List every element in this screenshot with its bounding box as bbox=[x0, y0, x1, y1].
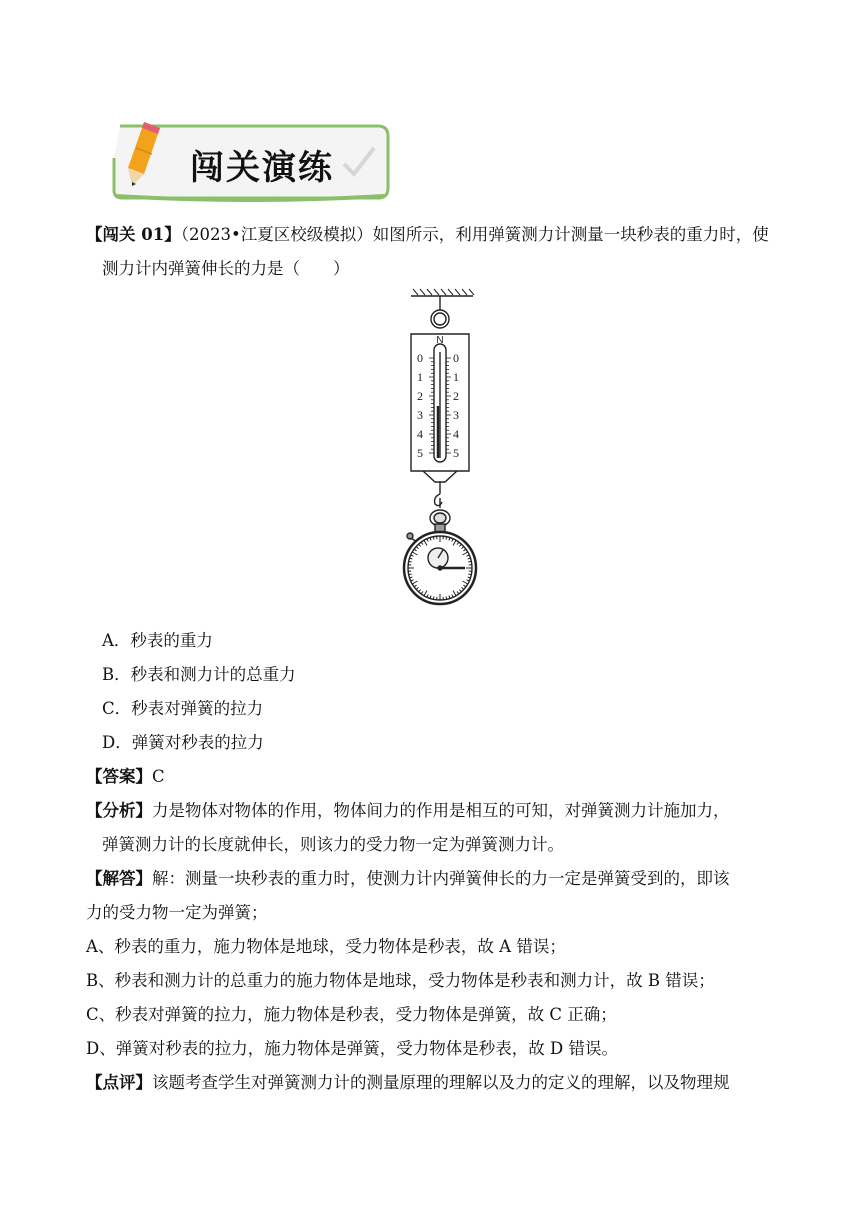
answer-line bbox=[86, 766, 165, 788]
scale-right-label: 0 bbox=[453, 351, 459, 365]
dial-tick bbox=[468, 561, 471, 562]
scale-left-label: 1 bbox=[417, 370, 423, 384]
solution-item-a: A、秒表的重力，施力物体是地球，受力物体是秒表，故 A 错误； bbox=[86, 937, 566, 956]
stopwatch-icon bbox=[404, 510, 476, 604]
question-source: （2023•江夏区校级模拟） bbox=[180, 225, 373, 244]
comment-line bbox=[86, 1072, 730, 1094]
scale-right-label: 4 bbox=[453, 427, 459, 441]
solution-item-b: B、秒表和测力计的总重力的施力物体是地球，受力物体是秒表和测力计，故 B 错误； bbox=[86, 971, 715, 990]
scale-right-label: 1 bbox=[453, 370, 459, 384]
option-a: A．秒表的重力 bbox=[102, 631, 213, 650]
question-line-1 bbox=[86, 224, 769, 246]
dial-tick bbox=[409, 574, 412, 575]
scale-right-label: 3 bbox=[453, 408, 459, 422]
option-b: B．秒表和测力计的总重力 bbox=[102, 665, 296, 684]
dial-tick bbox=[409, 561, 412, 562]
unit-label: N bbox=[436, 335, 444, 346]
banner-title: 闯关演练 bbox=[190, 148, 334, 188]
solution-label: 【解答】 bbox=[86, 869, 152, 888]
solution-text-2: 力的受力物一定为弹簧； bbox=[86, 903, 268, 922]
analysis-label: 【分析】 bbox=[86, 801, 152, 820]
comment-text: 该题考查学生对弹簧测力计的测量原理的理解以及力的定义的理解，以及物理规 bbox=[152, 1073, 730, 1092]
comment-label: 【点评】 bbox=[86, 1073, 152, 1092]
scale-left-label: 5 bbox=[417, 446, 423, 460]
scale-right-label: 5 bbox=[453, 446, 459, 460]
analysis-text-1: 力是物体对物体的作用，物体间力的作用是相互的可知，对弹簧测力计施加力， bbox=[152, 801, 730, 820]
dial-tick bbox=[468, 574, 471, 575]
scale-right-label: 2 bbox=[453, 389, 459, 403]
dial-tick bbox=[433, 537, 434, 540]
solution-item-d: D、弹簧对秒表的拉力，施力物体是弹簧，受力物体是秒表，故 D 错误。 bbox=[86, 1039, 618, 1058]
dial-tick bbox=[446, 537, 447, 540]
dial-tick bbox=[446, 596, 447, 599]
scale-left-label: 3 bbox=[417, 408, 423, 422]
spring-scale-figure bbox=[395, 286, 495, 622]
dial-tick bbox=[433, 596, 434, 599]
question-tag: 【闯关 01】 bbox=[86, 225, 181, 244]
solution-item-c: C、秒表对弹簧的拉力，施力物体是秒表，受力物体是弹簧，故 C 正确； bbox=[86, 1005, 617, 1024]
question-line-2: 测力计内弹簧伸长的力是（ ） bbox=[102, 259, 350, 278]
question-text-1: 如图所示，利用弹簧测力计测量一块秒表的重力时，使 bbox=[372, 225, 769, 244]
scale-left-label: 0 bbox=[417, 351, 423, 365]
solution-line-1 bbox=[86, 868, 730, 890]
answer-label: 【答案】 bbox=[86, 767, 152, 786]
solution-text-1: 解：测量一块秒表的重力时，使测力计内弹簧伸长的力一定是弹簧受到的，即该 bbox=[152, 869, 730, 888]
option-d: D．弹簧对秒表的拉力 bbox=[102, 733, 264, 752]
analysis-line-1 bbox=[86, 800, 730, 822]
scale-left-label: 4 bbox=[417, 427, 423, 441]
answer-value: C bbox=[152, 767, 165, 786]
option-c: C．秒表对弹簧的拉力 bbox=[102, 699, 264, 718]
scale-left-label: 2 bbox=[417, 389, 423, 403]
analysis-text-2: 弹簧测力计的长度就伸长，则该力的受力物一定为弹簧测力计。 bbox=[102, 835, 564, 854]
